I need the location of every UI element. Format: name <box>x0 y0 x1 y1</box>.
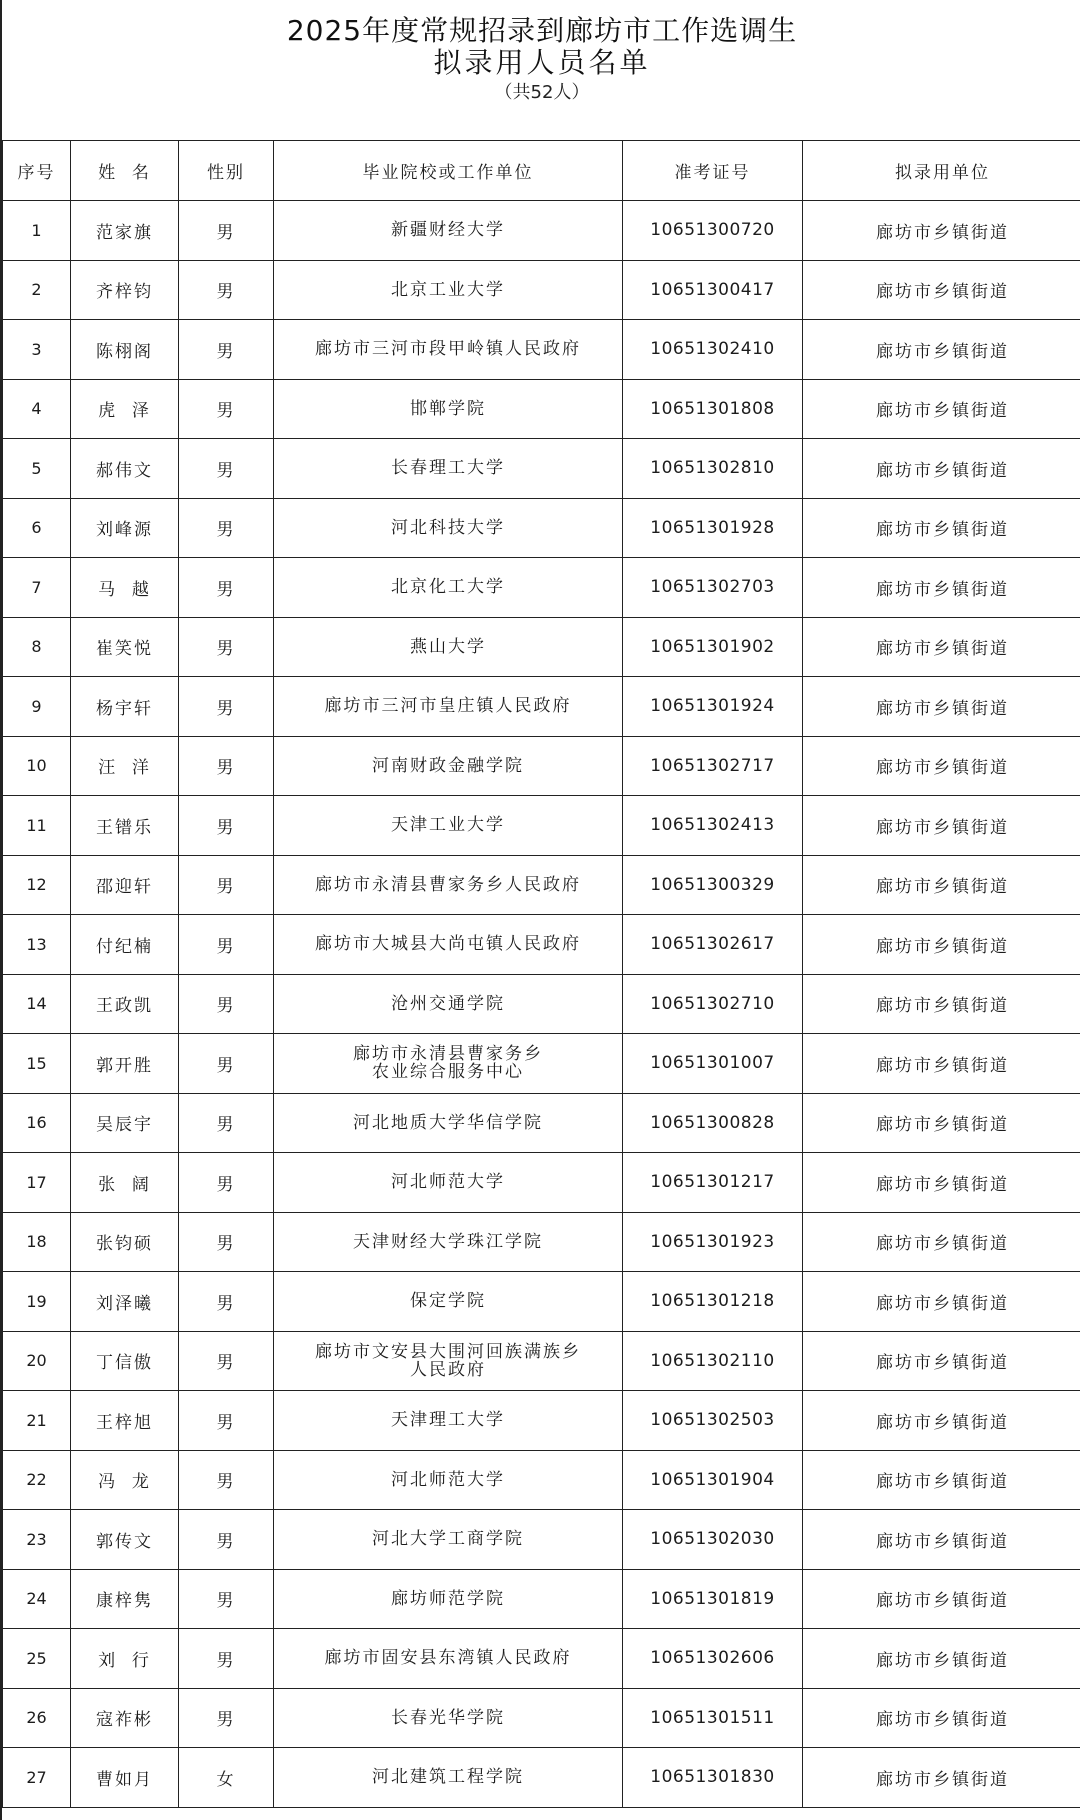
cell-name: 郭开胜 <box>71 1034 179 1094</box>
cell-gender: 男 <box>179 1153 274 1213</box>
table-row <box>3 796 1080 856</box>
table-row <box>3 1510 1080 1570</box>
cell-gender: 男 <box>179 677 274 737</box>
cell-school: 河南财政金融学院 <box>274 736 623 796</box>
cell-unit: 廊坊市乡镇街道 <box>803 1272 1080 1332</box>
cell-index: 23 <box>3 1510 71 1570</box>
cell-gender: 男 <box>179 201 274 261</box>
cell-exam-number: 10651301007 <box>623 1034 803 1094</box>
table-row <box>3 855 1080 915</box>
header-index: 序号 <box>3 141 71 201</box>
cell-gender: 男 <box>179 439 274 499</box>
cell-school: 天津财经大学珠江学院 <box>274 1212 623 1272</box>
cell-name: 马 越 <box>71 558 179 618</box>
document-title: 2025年度常规招录到廊坊市工作选调生 <box>286 14 798 47</box>
cell-index: 2 <box>3 260 71 320</box>
cell-exam-number: 10651301902 <box>623 617 803 677</box>
cell-exam-number: 10651300828 <box>623 1093 803 1153</box>
cell-name: 康梓隽 <box>71 1569 179 1629</box>
table-row <box>3 498 1080 558</box>
cell-name: 郝伟文 <box>71 439 179 499</box>
cell-unit: 廊坊市乡镇街道 <box>803 379 1080 439</box>
cell-exam-number: 10651302503 <box>623 1391 803 1451</box>
cell-name: 张钧硕 <box>71 1212 179 1272</box>
cell-index: 18 <box>3 1212 71 1272</box>
cell-name: 王梓旭 <box>71 1391 179 1451</box>
cell-index: 25 <box>3 1629 71 1689</box>
cell-index: 24 <box>3 1569 71 1629</box>
cell-name: 杨宇轩 <box>71 677 179 737</box>
table-row <box>3 1688 1080 1748</box>
cell-index: 1 <box>3 201 71 261</box>
cell-school: 河北科技大学 <box>274 498 623 558</box>
cell-exam-number: 10651301511 <box>623 1688 803 1748</box>
table-row <box>3 736 1080 796</box>
cell-school: 燕山大学 <box>274 617 623 677</box>
cell-unit: 廊坊市乡镇街道 <box>803 1510 1080 1570</box>
cell-unit: 廊坊市乡镇街道 <box>803 1331 1080 1391</box>
cell-index: 6 <box>3 498 71 558</box>
cell-exam-number: 10651302413 <box>623 796 803 856</box>
candidate-table <box>2 140 1080 1808</box>
cell-school: 廊坊市永清县曹家务乡 农业综合服务中心 <box>274 1034 623 1094</box>
table-row <box>3 1569 1080 1629</box>
table-row <box>3 1391 1080 1451</box>
cell-exam-number: 10651302606 <box>623 1629 803 1689</box>
cell-unit: 廊坊市乡镇街道 <box>803 1212 1080 1272</box>
cell-name: 虎 泽 <box>71 379 179 439</box>
cell-exam-number: 10651301819 <box>623 1569 803 1629</box>
cell-school: 廊坊市三河市皇庄镇人民政府 <box>274 677 623 737</box>
table-row <box>3 1034 1080 1094</box>
cell-gender: 男 <box>179 1510 274 1570</box>
table-row <box>3 1450 1080 1510</box>
cell-exam-number: 10651302110 <box>623 1331 803 1391</box>
cell-gender: 男 <box>179 915 274 975</box>
cell-name: 刘 行 <box>71 1629 179 1689</box>
table-row <box>3 1153 1080 1213</box>
cell-name: 王镨乐 <box>71 796 179 856</box>
cell-exam-number: 10651302710 <box>623 974 803 1034</box>
cell-exam-number: 10651302030 <box>623 1510 803 1570</box>
cell-unit: 廊坊市乡镇街道 <box>803 498 1080 558</box>
title-block <box>2 14 1080 106</box>
cell-school: 北京工业大学 <box>274 260 623 320</box>
cell-school: 长春理工大学 <box>274 439 623 499</box>
table-row <box>3 320 1080 380</box>
cell-school: 廊坊市三河市段甲岭镇人民政府 <box>274 320 623 380</box>
cell-exam-number: 10651300417 <box>623 260 803 320</box>
cell-index: 7 <box>3 558 71 618</box>
cell-index: 14 <box>3 974 71 1034</box>
cell-school: 天津理工大学 <box>274 1391 623 1451</box>
cell-index: 9 <box>3 677 71 737</box>
header-gender: 性别 <box>179 141 274 201</box>
cell-gender: 男 <box>179 498 274 558</box>
cell-unit: 廊坊市乡镇街道 <box>803 1748 1080 1808</box>
cell-gender: 男 <box>179 1331 274 1391</box>
cell-gender: 男 <box>179 1569 274 1629</box>
table-row <box>3 617 1080 677</box>
cell-index: 4 <box>3 379 71 439</box>
table-row <box>3 201 1080 261</box>
cell-school: 河北大学工商学院 <box>274 1510 623 1570</box>
cell-school: 天津工业大学 <box>274 796 623 856</box>
cell-gender: 男 <box>179 855 274 915</box>
cell-index: 19 <box>3 1272 71 1332</box>
cell-unit: 廊坊市乡镇街道 <box>803 736 1080 796</box>
cell-unit: 廊坊市乡镇街道 <box>803 320 1080 380</box>
cell-unit: 廊坊市乡镇街道 <box>803 1569 1080 1629</box>
cell-school: 保定学院 <box>274 1272 623 1332</box>
cell-unit: 廊坊市乡镇街道 <box>803 617 1080 677</box>
cell-name: 刘泽曦 <box>71 1272 179 1332</box>
cell-name: 付纪楠 <box>71 915 179 975</box>
cell-school: 北京化工大学 <box>274 558 623 618</box>
cell-index: 21 <box>3 1391 71 1451</box>
cell-exam-number: 10651301218 <box>623 1272 803 1332</box>
cell-gender: 男 <box>179 736 274 796</box>
table-row <box>3 439 1080 499</box>
cell-exam-number: 10651302810 <box>623 439 803 499</box>
cell-name: 冯 龙 <box>71 1450 179 1510</box>
cell-school: 邯郸学院 <box>274 379 623 439</box>
cell-index: 11 <box>3 796 71 856</box>
cell-exam-number: 10651301904 <box>623 1450 803 1510</box>
cell-unit: 廊坊市乡镇街道 <box>803 439 1080 499</box>
cell-unit: 廊坊市乡镇街道 <box>803 677 1080 737</box>
cell-index: 27 <box>3 1748 71 1808</box>
cell-gender: 女 <box>179 1748 274 1808</box>
cell-school: 廊坊市固安县东湾镇人民政府 <box>274 1629 623 1689</box>
cell-unit: 廊坊市乡镇街道 <box>803 855 1080 915</box>
cell-gender: 男 <box>179 1391 274 1451</box>
cell-school: 新疆财经大学 <box>274 201 623 261</box>
cell-name: 王政凯 <box>71 974 179 1034</box>
header-unit: 拟录用单位 <box>803 141 1080 201</box>
cell-index: 10 <box>3 736 71 796</box>
cell-index: 17 <box>3 1153 71 1213</box>
cell-unit: 廊坊市乡镇街道 <box>803 558 1080 618</box>
cell-gender: 男 <box>179 1212 274 1272</box>
cell-unit: 廊坊市乡镇街道 <box>803 915 1080 975</box>
document-subtitle: 拟录用人员名单 <box>433 46 651 79</box>
cell-name: 刘峰源 <box>71 498 179 558</box>
cell-name: 齐梓钧 <box>71 260 179 320</box>
cell-exam-number: 10651300720 <box>623 201 803 261</box>
table-row <box>3 558 1080 618</box>
cell-gender: 男 <box>179 974 274 1034</box>
cell-unit: 廊坊市乡镇街道 <box>803 260 1080 320</box>
cell-name: 邵迎轩 <box>71 855 179 915</box>
cell-exam-number: 10651301808 <box>623 379 803 439</box>
cell-gender: 男 <box>179 260 274 320</box>
total-count: （共52人） <box>494 82 590 103</box>
cell-school: 廊坊市文安县大围河回族满族乡 人民政府 <box>274 1331 623 1391</box>
table-row <box>3 1272 1080 1332</box>
cell-school: 廊坊师范学院 <box>274 1569 623 1629</box>
cell-index: 22 <box>3 1450 71 1510</box>
cell-name: 张 阔 <box>71 1153 179 1213</box>
cell-index: 5 <box>3 439 71 499</box>
cell-name: 范家旗 <box>71 201 179 261</box>
cell-name: 曹如月 <box>71 1748 179 1808</box>
table-row <box>3 1748 1080 1808</box>
cell-exam-number: 10651301217 <box>623 1153 803 1213</box>
cell-school: 河北地质大学华信学院 <box>274 1093 623 1153</box>
cell-unit: 廊坊市乡镇街道 <box>803 974 1080 1034</box>
cell-name: 吴辰宇 <box>71 1093 179 1153</box>
cell-school: 沧州交通学院 <box>274 974 623 1034</box>
cell-gender: 男 <box>179 320 274 380</box>
cell-unit: 廊坊市乡镇街道 <box>803 1153 1080 1213</box>
cell-exam-number: 10651302617 <box>623 915 803 975</box>
cell-exam-number: 10651301923 <box>623 1212 803 1272</box>
cell-index: 20 <box>3 1331 71 1391</box>
cell-gender: 男 <box>179 558 274 618</box>
cell-unit: 廊坊市乡镇街道 <box>803 1450 1080 1510</box>
table-body <box>3 201 1080 1808</box>
cell-index: 16 <box>3 1093 71 1153</box>
cell-unit: 廊坊市乡镇街道 <box>803 796 1080 856</box>
cell-index: 3 <box>3 320 71 380</box>
cell-name: 汪 洋 <box>71 736 179 796</box>
cell-index: 8 <box>3 617 71 677</box>
cell-gender: 男 <box>179 1093 274 1153</box>
cell-unit: 廊坊市乡镇街道 <box>803 1093 1080 1153</box>
header-school: 毕业院校或工作单位 <box>274 141 623 201</box>
cell-gender: 男 <box>179 1034 274 1094</box>
header-name: 姓 名 <box>71 141 179 201</box>
cell-school: 河北建筑工程学院 <box>274 1748 623 1808</box>
cell-name: 郭传文 <box>71 1510 179 1570</box>
cell-exam-number: 10651302410 <box>623 320 803 380</box>
table-row <box>3 1093 1080 1153</box>
cell-exam-number: 10651300329 <box>623 855 803 915</box>
table-row <box>3 974 1080 1034</box>
cell-unit: 廊坊市乡镇街道 <box>803 1034 1080 1094</box>
cell-unit: 廊坊市乡镇街道 <box>803 201 1080 261</box>
cell-school: 河北师范大学 <box>274 1450 623 1510</box>
table-row <box>3 915 1080 975</box>
table-row <box>3 1212 1080 1272</box>
cell-name: 丁信傲 <box>71 1331 179 1391</box>
table-row <box>3 1331 1080 1391</box>
cell-unit: 廊坊市乡镇街道 <box>803 1391 1080 1451</box>
table-row <box>3 260 1080 320</box>
cell-gender: 男 <box>179 1688 274 1748</box>
cell-name: 陈栩阁 <box>71 320 179 380</box>
cell-exam-number: 10651302717 <box>623 736 803 796</box>
cell-gender: 男 <box>179 1272 274 1332</box>
cell-exam-number: 10651301830 <box>623 1748 803 1808</box>
cell-name: 寇祚彬 <box>71 1688 179 1748</box>
cell-school: 廊坊市永清县曹家务乡人民政府 <box>274 855 623 915</box>
cell-exam-number: 10651301924 <box>623 677 803 737</box>
cell-gender: 男 <box>179 1629 274 1689</box>
cell-gender: 男 <box>179 617 274 677</box>
cell-index: 15 <box>3 1034 71 1094</box>
cell-gender: 男 <box>179 796 274 856</box>
cell-name: 崔笑悦 <box>71 617 179 677</box>
cell-school: 廊坊市大城县大尚屯镇人民政府 <box>274 915 623 975</box>
cell-unit: 廊坊市乡镇街道 <box>803 1629 1080 1689</box>
cell-gender: 男 <box>179 1450 274 1510</box>
cell-exam-number: 10651302703 <box>623 558 803 618</box>
cell-index: 12 <box>3 855 71 915</box>
cell-gender: 男 <box>179 379 274 439</box>
cell-index: 13 <box>3 915 71 975</box>
cell-exam-number: 10651301928 <box>623 498 803 558</box>
cell-unit: 廊坊市乡镇街道 <box>803 1688 1080 1748</box>
table-row <box>3 379 1080 439</box>
cell-school: 长春光华学院 <box>274 1688 623 1748</box>
table-row <box>3 677 1080 737</box>
header-exam-number: 准考证号 <box>623 141 803 201</box>
cell-school: 河北师范大学 <box>274 1153 623 1213</box>
cell-index: 26 <box>3 1688 71 1748</box>
table-row <box>3 1629 1080 1689</box>
table-header-row <box>3 141 1080 201</box>
